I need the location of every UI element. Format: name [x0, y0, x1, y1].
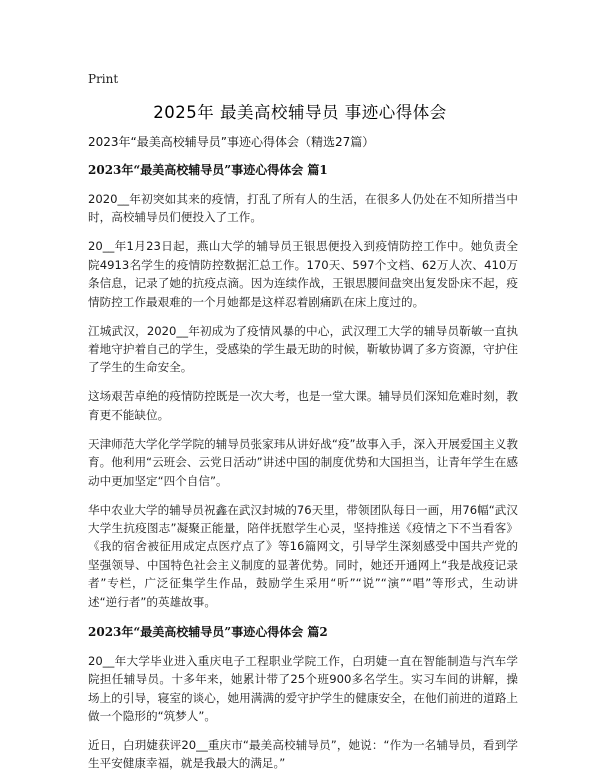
print-link[interactable]: Print [88, 72, 119, 86]
paragraph: 华中农业大学的辅导员祝鑫在武汉封城的76天里，带领团队每日一画，用76幅“武汉大学生抗疫图志”凝聚正能量，陪伴抚慰学生心灵，坚持推送《疫情之下不当看客》《我的宿舍被征用成定点医疗点了》等16篇网文，引导学生深刻感受中国共产党的坚强领导、中国特色社会主义制度的显著优势。同时，她还开通网上“我是战疫记录者”专栏，广泛征集学生作品，鼓励学生采用“听”“说”“演”“唱”等形式，生动讲述“逆行者”的英雄故事。 [88, 502, 518, 609]
paragraph: 江城武汉，2020__年初成为了疫情风暴的中心，武汉理工大学的辅导员靳敏一直执着地守护着自己的学生，受感染的学生最无助的时候，靳敏协调了多方资源，守护住了学生的生命安全。 [88, 323, 518, 375]
paragraph: 天津师范大学化学学院的辅导员张家玮从讲好战“疫”故事入手，深入开展爱国主义教育。他利用“云班会、云党日活动”讲述中国的制度优势和大国担当，让青年学生在感动中更加坚定“四个自信”。 [88, 436, 518, 488]
paragraph: 这场艰苦卓绝的疫情防控既是一次大考，也是一堂大课。辅导员们深知危难时刻，教育更不能缺位。 [88, 389, 518, 422]
document-subtitle: 2023年“最美高校辅导员”事迹心得体会（精选27篇） [88, 135, 375, 149]
document-body [88, 132, 518, 776]
section-heading-1: 2023年“最美高校辅导员”事迹心得体会 篇1 [88, 163, 328, 177]
section-heading-2: 2023年“最美高校辅导员”事迹心得体会 篇2 [88, 624, 328, 639]
document-title: 2025年 最美高校辅导员 事迹心得体会 [153, 103, 447, 122]
paragraph: 20__年1月23日起，燕山大学的辅导员王银思便投入到疫情防控工作中。她负责全院4913名学生的疫情防控数据汇总工作。170天、597个文档、62万人次、410万条信息，记录了她的抗疫点滴。因为连续作战，王银思腰间盘突出复发卧床不起，疫情防控工作最艰难的一个月她都是这样忍着剧痛趴在床上度过的。 [88, 239, 518, 309]
paragraph: 近日，白玥婕获评20__重庆市“最美高校辅导员”，她说：“作为一名辅导员，看到学生平安健康幸福，就是我最大的满足。” [88, 737, 518, 771]
paragraph: 20__年大学毕业进入重庆电子工程职业学院工作，白玥婕一直在智能制造与汽车学院担任辅导员。十多年来，她累计带了25个班900多名学生。实习车间的讲解，操场上的引导，寝室的谈心，她用满满的爱守护学生的健康安全，在他们前进的道路上做一个隐形的“筑梦人”。 [88, 653, 518, 723]
paragraph: 2020__年初突如其来的疫情，打乱了所有人的生活，在很多人仍处在不知所措当中时，高校辅导员们便投入了工作。 [88, 192, 518, 225]
